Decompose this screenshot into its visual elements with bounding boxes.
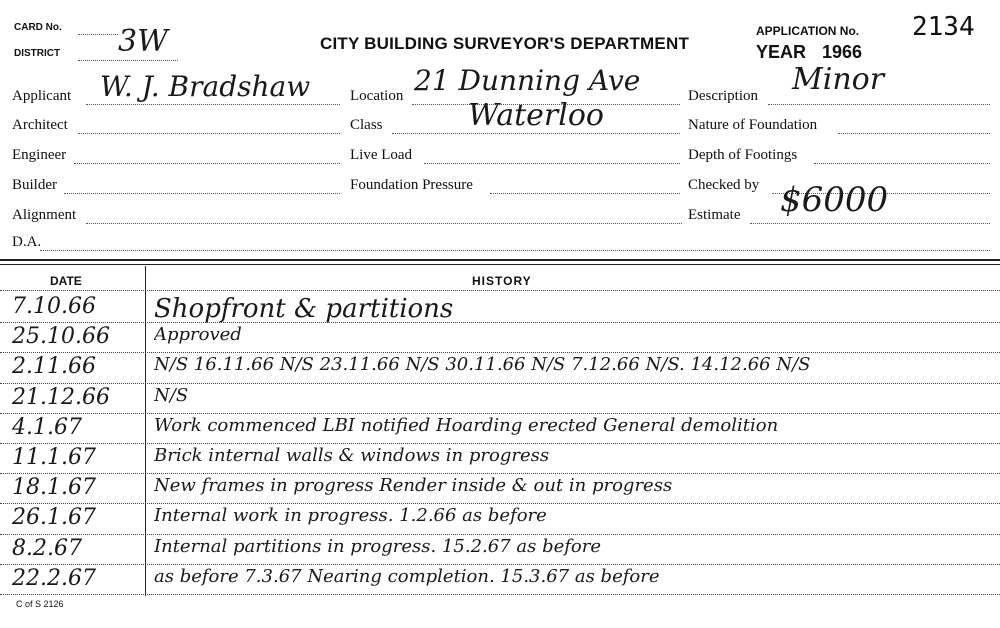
- engineer-label: Engineer: [12, 147, 67, 163]
- application-label: APPLICATION No.: [756, 24, 860, 38]
- history-row-line: [0, 503, 1000, 504]
- da-label: D.A.: [12, 234, 42, 250]
- location-label: Location: [350, 88, 404, 104]
- date-column-divider: [145, 266, 146, 596]
- district-line: [78, 60, 178, 61]
- applicant-label: Applicant: [12, 88, 72, 104]
- description-value: Minor: [792, 62, 885, 97]
- da-line: [40, 250, 990, 251]
- year-value: 1966: [822, 42, 863, 62]
- section-rule-top: [0, 259, 1000, 261]
- history-date: 18.1.67: [12, 475, 96, 501]
- history-entry: as before 7.3.67 Nearing completion. 15.3.67 as before: [154, 565, 660, 587]
- section-rule-bottom: [0, 264, 1000, 265]
- history-date: 22.2.67: [12, 565, 96, 591]
- history-entry: Brick internal walls & windows in progress: [154, 445, 550, 466]
- history-row-line: [0, 473, 1000, 474]
- applicant-line: [86, 104, 340, 105]
- class-line: [392, 133, 680, 134]
- architect-label: Architect: [12, 117, 68, 133]
- history-row-line: [0, 443, 1000, 444]
- history-row-line: [0, 383, 1000, 384]
- builder-label: Builder: [12, 177, 57, 193]
- description-label: Description: [688, 88, 758, 104]
- history-date: 11.1.67: [12, 445, 96, 470]
- district-label: DISTRICT: [14, 48, 61, 59]
- engineer-line: [74, 163, 340, 164]
- estimate-label: Estimate: [688, 207, 741, 223]
- class-label: Class: [350, 117, 383, 133]
- history-row-line: [0, 534, 1000, 535]
- estimate-line: [750, 223, 990, 224]
- date-header: DATE: [50, 274, 82, 288]
- history-entry: Work commenced LBI notified Hoarding erected General demolition: [154, 414, 779, 436]
- card-no-label: CARD No.: [14, 22, 62, 33]
- estimate-value: $6000: [780, 180, 889, 220]
- foundation-pressure-line: [490, 193, 680, 194]
- description-line: [768, 104, 990, 105]
- history-date: 25.10.66: [12, 324, 110, 350]
- nature-foundation-label: Nature of Foundation: [688, 117, 818, 133]
- history-row-line: [0, 352, 1000, 353]
- history-entry: Shopfront & partitions: [154, 294, 454, 324]
- live-load-label: Live Load: [350, 147, 413, 163]
- history-row-line: [0, 594, 1000, 595]
- history-entry: N/S: [154, 384, 189, 406]
- live-load-line: [424, 163, 680, 164]
- alignment-line: [86, 223, 682, 224]
- application-number: 2134: [912, 12, 975, 42]
- form-code: C of S 2126: [16, 599, 64, 609]
- history-entry: Internal partitions in progress. 15.2.67 as before: [154, 535, 602, 557]
- history-date: 2.11.66: [12, 354, 96, 380]
- history-entry: Internal work in progress. 1.2.66 as before: [154, 505, 547, 527]
- checked-by-label: Checked by: [688, 177, 760, 193]
- nature-foundation-line: [838, 133, 990, 134]
- history-date: 4.1.67: [12, 414, 82, 440]
- card-no-line: [78, 34, 118, 35]
- architect-line: [78, 133, 340, 134]
- depth-footings-line: [814, 163, 990, 164]
- history-row-line: [0, 413, 1000, 414]
- location-value: 21 Dunning Ave: [414, 64, 641, 97]
- history-entry: New frames in progress Render inside & out in progress: [154, 475, 673, 497]
- department-title: CITY BUILDING SURVEYOR'S DEPARTMENT: [320, 34, 690, 53]
- applicant-value: W. J. Bradshaw: [100, 70, 311, 103]
- foundation-pressure-label: Foundation Pressure: [350, 177, 473, 193]
- history-date: 26.1.67: [12, 505, 96, 531]
- year-label: YEAR: [756, 42, 807, 62]
- history-entry: Approved: [154, 324, 242, 346]
- history-date: 7.10.66: [12, 294, 96, 319]
- alignment-label: Alignment: [12, 207, 77, 223]
- history-row-line: [0, 322, 1000, 323]
- history-header-line: [0, 290, 1000, 291]
- district-value: 3W: [118, 24, 168, 59]
- location-value-2: Waterloo: [468, 98, 604, 133]
- history-entry: N/S 16.11.66 N/S 23.11.66 N/S 30.11.66 N/S 7.12.66 N/S. 14.12.66 N/S: [154, 354, 811, 376]
- history-date: 8.2.67: [12, 535, 82, 561]
- history-row-line: [0, 564, 1000, 565]
- history-header: HISTORY: [472, 274, 532, 288]
- builder-line: [64, 193, 340, 194]
- depth-footings-label: Depth of Footings: [688, 147, 798, 163]
- history-date: 21.12.66: [12, 384, 110, 410]
